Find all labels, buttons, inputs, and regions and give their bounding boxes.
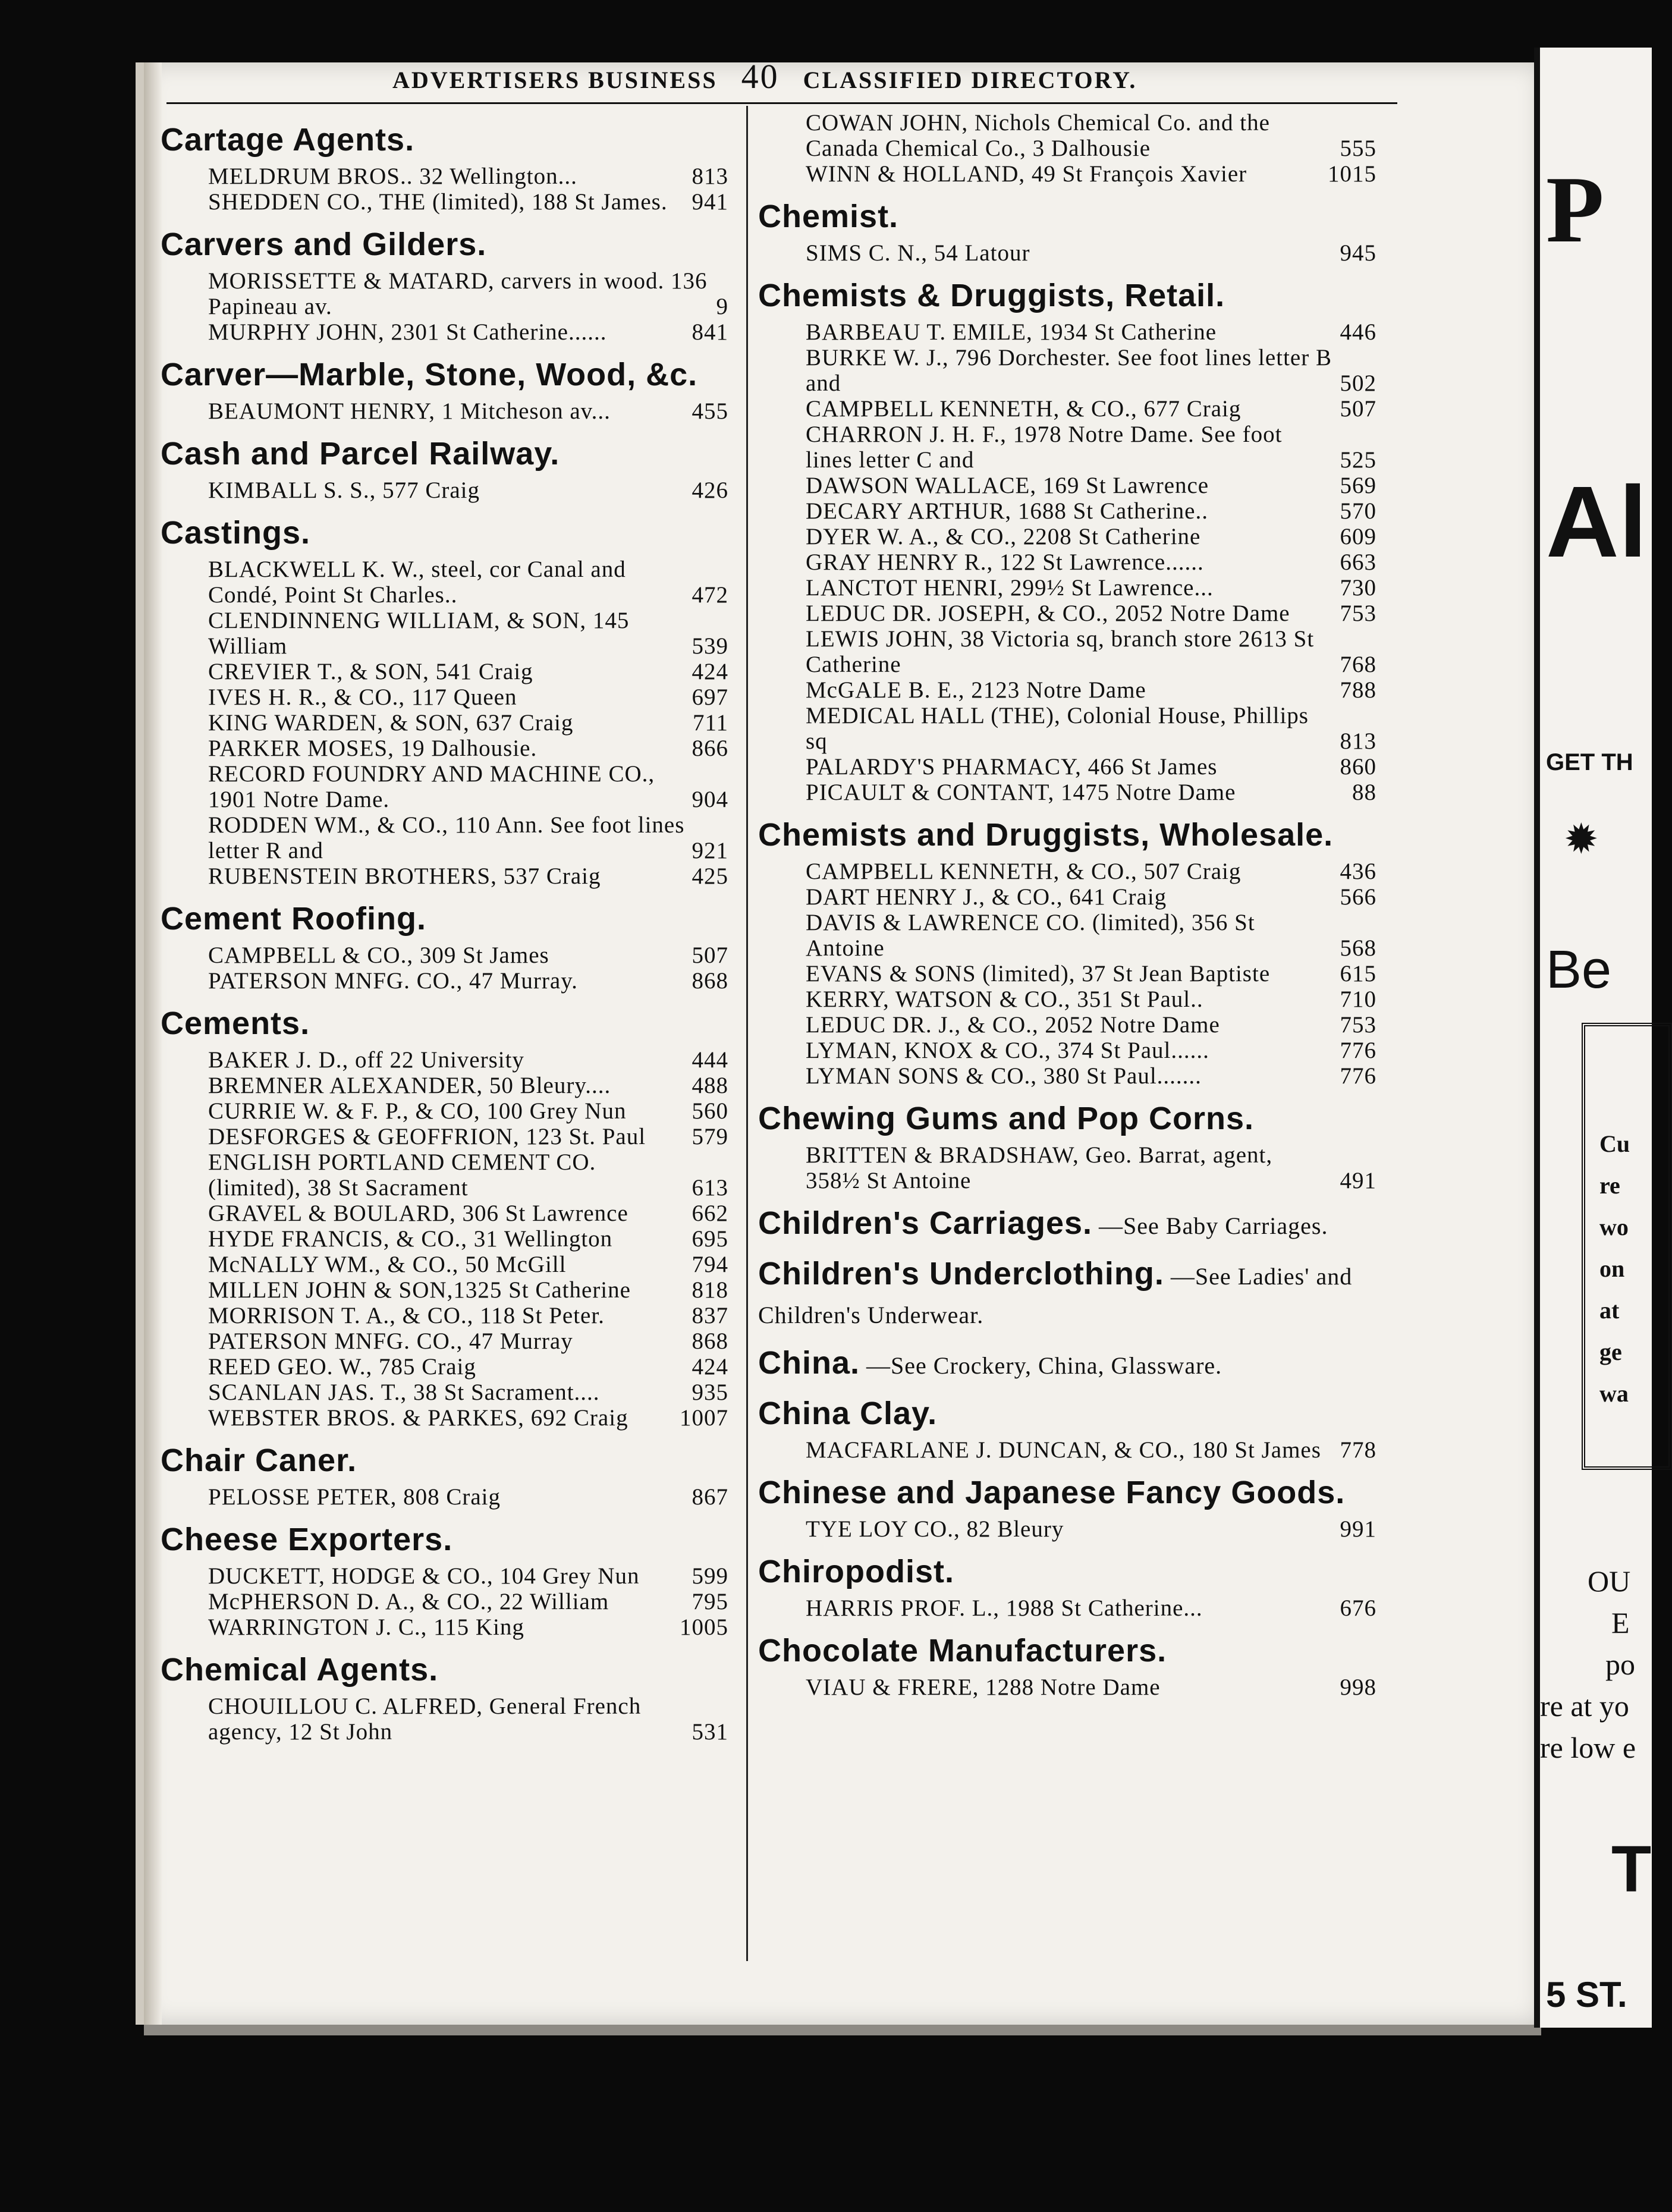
entry-name: KING WARDEN, & SON, 637 Craig bbox=[208, 710, 574, 736]
directory-entry bbox=[758, 626, 1376, 677]
ad-box-line: ge bbox=[1599, 1338, 1622, 1365]
directory-entry bbox=[161, 659, 728, 684]
ad-be: Be bbox=[1546, 940, 1612, 1000]
entry-page-number: 768 bbox=[1340, 652, 1376, 677]
entry-page-number: 697 bbox=[692, 684, 728, 710]
entry-name: SCANLAN JAS. T., 38 St Sacrament.... bbox=[208, 1380, 600, 1405]
section-heading bbox=[758, 1205, 1376, 1244]
section-heading bbox=[161, 1443, 728, 1478]
section-heading-text: Chinese and Japanese Fancy Goods. bbox=[758, 1475, 1346, 1510]
section-heading-text: Carvers and Gilders. bbox=[161, 227, 487, 262]
entry-page-number: 446 bbox=[1340, 319, 1376, 345]
entry-page-number: 904 bbox=[692, 787, 728, 812]
directory-entry bbox=[161, 1252, 728, 1277]
section-heading-text: Chair Caner. bbox=[161, 1443, 357, 1478]
entry-name: BARBEAU T. EMILE, 1934 St Catherine bbox=[806, 319, 1217, 345]
section-heading-text: Carver—Marble, Stone, Wood, &c. bbox=[161, 357, 698, 392]
directory-entry bbox=[758, 1038, 1376, 1063]
entry-page-number: 818 bbox=[692, 1277, 728, 1303]
ad-box-line: on bbox=[1599, 1255, 1625, 1282]
entry-page-number: 472 bbox=[692, 582, 728, 608]
entry-page-number: 813 bbox=[692, 164, 728, 189]
directory-entry bbox=[161, 710, 728, 736]
entry-name: KERRY, WATSON & CO., 351 St Paul.. bbox=[806, 986, 1203, 1012]
entry-page-number: 730 bbox=[1340, 575, 1376, 601]
section-heading bbox=[161, 1006, 728, 1041]
section-heading-text: China Clay. bbox=[758, 1396, 938, 1431]
entry-page-number: 991 bbox=[1340, 1516, 1376, 1542]
entry-name: CAMPBELL & CO., 309 St James bbox=[208, 942, 549, 968]
directory-entry bbox=[758, 677, 1376, 703]
entry-name: DAVIS & LAWRENCE CO. (limited), 356 St Antoine bbox=[806, 910, 1255, 961]
entry-page-number: 539 bbox=[692, 633, 728, 659]
section-heading bbox=[758, 1633, 1376, 1669]
section-heading-text: Cash and Parcel Railway. bbox=[161, 436, 560, 472]
ad-get-th: GET TH bbox=[1546, 749, 1633, 775]
entry-name: ENGLISH PORTLAND CEMENT CO. (limited), 38 St Sacrament bbox=[208, 1149, 596, 1201]
entry-name: McGALE B. E., 2123 Notre Dame bbox=[806, 677, 1146, 703]
directory-entry bbox=[161, 189, 728, 215]
section-heading bbox=[758, 199, 1376, 234]
entry-name: HARRIS PROF. L., 1988 St Catherine... bbox=[806, 1595, 1203, 1621]
header-right: CLASSIFIED DIRECTORY. bbox=[803, 67, 1137, 93]
directory-entry bbox=[161, 1614, 728, 1640]
directory-entry bbox=[161, 1073, 728, 1098]
directory-entry bbox=[758, 498, 1376, 524]
directory-entry bbox=[758, 884, 1376, 910]
entry-page-number: 560 bbox=[692, 1098, 728, 1124]
entry-name: DAWSON WALLACE, 169 St Lawrence bbox=[806, 473, 1209, 498]
ad-re-at: re at yo bbox=[1540, 1689, 1629, 1723]
directory-entry bbox=[161, 1277, 728, 1303]
section-heading-text: Cement Roofing. bbox=[161, 901, 426, 937]
section-heading-text: Chemists and Druggists, Wholesale. bbox=[758, 817, 1334, 853]
ad-po: po bbox=[1605, 1648, 1635, 1681]
entry-page-number: 531 bbox=[692, 1719, 728, 1745]
directory-entry bbox=[758, 703, 1376, 754]
entry-name: LEWIS JOHN, 38 Victoria sq, branch store 2613 St Catherine bbox=[806, 626, 1315, 677]
entry-page-number: 9 bbox=[716, 294, 728, 319]
section-heading bbox=[161, 357, 728, 392]
entry-page-number: 837 bbox=[692, 1303, 728, 1328]
entry-name: CLENDINNENG WILLIAM, & SON, 145 William bbox=[208, 608, 630, 659]
directory-entry bbox=[758, 549, 1376, 575]
entry-name: BEAUMONT HENRY, 1 Mitcheson av... bbox=[208, 398, 611, 424]
directory-entry bbox=[758, 910, 1376, 961]
directory-entry bbox=[161, 736, 728, 761]
entry-page-number: 525 bbox=[1340, 447, 1376, 473]
entry-page-number: 935 bbox=[692, 1380, 728, 1405]
directory-entry bbox=[161, 863, 728, 889]
entry-name: PATERSON MNFG. CO., 47 Murray. bbox=[208, 968, 578, 994]
entry-name: LYMAN, KNOX & CO., 374 St Paul...... bbox=[806, 1038, 1209, 1063]
ad-e: E bbox=[1611, 1606, 1630, 1639]
entry-page-number: 711 bbox=[692, 710, 728, 736]
entry-name: McNALLY WM., & CO., 50 McGill bbox=[208, 1252, 567, 1277]
directory-entry bbox=[161, 1328, 728, 1354]
directory-entry bbox=[758, 601, 1376, 626]
entry-name: BRITTEN & BRADSHAW, Geo. Barrat, agent, 358½ St Antoine bbox=[806, 1142, 1273, 1193]
ad-box-line: at bbox=[1599, 1297, 1620, 1324]
right-column bbox=[758, 110, 1376, 1700]
directory-entry bbox=[161, 968, 728, 994]
entry-page-number: 491 bbox=[1340, 1168, 1376, 1193]
entry-name: BREMNER ALEXANDER, 50 Bleury.... bbox=[208, 1073, 611, 1098]
entry-page-number: 425 bbox=[692, 863, 728, 889]
directory-entry bbox=[758, 396, 1376, 422]
entry-page-number: 998 bbox=[1340, 1674, 1376, 1700]
entry-name: PARKER MOSES, 19 Dalhousie. bbox=[208, 736, 538, 761]
directory-entry bbox=[758, 1516, 1376, 1542]
ad-you: OU bbox=[1588, 1564, 1631, 1598]
entry-name: KIMBALL S. S., 577 Craig bbox=[208, 477, 480, 503]
directory-entry bbox=[758, 473, 1376, 498]
entry-name: DUCKETT, HODGE & CO., 104 Grey Nun bbox=[208, 1563, 640, 1589]
entry-page-number: 860 bbox=[1340, 754, 1376, 780]
directory-entry bbox=[758, 524, 1376, 549]
cross-reference-note: —See Crockery, China, Glassware. bbox=[860, 1352, 1222, 1379]
ad-t: T bbox=[1611, 1833, 1652, 1906]
entry-page-number: 662 bbox=[692, 1201, 728, 1226]
directory-entry bbox=[161, 164, 728, 189]
ad-letter-p: P bbox=[1546, 156, 1604, 262]
entry-page-number: 1007 bbox=[680, 1405, 728, 1431]
entry-name: MORRISON T. A., & CO., 118 St Peter. bbox=[208, 1303, 605, 1328]
directory-entry bbox=[161, 942, 728, 968]
ad-street: 5 ST. bbox=[1546, 1975, 1627, 2015]
directory-entry bbox=[758, 754, 1376, 780]
entry-name: VIAU & FRERE, 1288 Notre Dame bbox=[806, 1674, 1161, 1700]
entry-name: McPHERSON D. A., & CO., 22 William bbox=[208, 1589, 609, 1614]
directory-entry bbox=[161, 761, 728, 812]
entry-name: DESFORGES & GEOFFRION, 123 St. Paul bbox=[208, 1124, 646, 1149]
entry-name: COWAN JOHN, Nichols Chemical Co. and the Canada Chemical Co., 3 Dalhousie bbox=[806, 110, 1270, 161]
directory-entry bbox=[161, 1405, 728, 1431]
entry-page-number: 507 bbox=[1340, 396, 1376, 422]
section-heading bbox=[161, 122, 728, 158]
entry-name: SHEDDEN CO., THE (limited), 188 St James. bbox=[208, 189, 668, 215]
entry-name: RUBENSTEIN BROTHERS, 537 Craig bbox=[208, 863, 601, 889]
section-heading bbox=[758, 1396, 1376, 1431]
column-divider bbox=[746, 106, 748, 1961]
entry-page-number: 867 bbox=[692, 1484, 728, 1510]
entry-name: RECORD FOUNDRY AND MACHINE CO., 1901 Notre Dame. bbox=[208, 761, 655, 812]
entry-page-number: 753 bbox=[1340, 601, 1376, 626]
entry-page-number: 676 bbox=[1340, 1595, 1376, 1621]
entry-name: BLACKWELL K. W., steel, cor Canal and Condé, Point St Charles.. bbox=[208, 557, 626, 608]
directory-entry bbox=[161, 1149, 728, 1201]
advertisement-strip bbox=[1534, 48, 1652, 2028]
entry-page-number: 695 bbox=[692, 1226, 728, 1252]
entry-name: GRAY HENRY R., 122 St Lawrence...... bbox=[806, 549, 1204, 575]
entry-page-number: 788 bbox=[1340, 677, 1376, 703]
cross-reference-note: —See Baby Carriages. bbox=[1092, 1212, 1328, 1239]
section-heading-text: Cheese Exporters. bbox=[161, 1522, 453, 1557]
directory-entry bbox=[161, 684, 728, 710]
section-heading-text: Children's Underclothing. bbox=[758, 1256, 1164, 1292]
entry-name: MURPHY JOHN, 2301 St Catherine...... bbox=[208, 319, 607, 345]
entry-page-number: 921 bbox=[692, 838, 728, 863]
directory-entry bbox=[161, 1098, 728, 1124]
directory-entry bbox=[758, 780, 1376, 805]
section-heading-text: China. bbox=[758, 1345, 860, 1381]
ad-box-line: wo bbox=[1599, 1214, 1629, 1240]
directory-entry bbox=[161, 1226, 728, 1252]
entry-name: SIMS C. N., 54 Latour bbox=[806, 240, 1030, 266]
entry-name: GRAVEL & BOULARD, 306 St Lawrence bbox=[208, 1201, 628, 1226]
entry-name: DECARY ARTHUR, 1688 St Catherine.. bbox=[806, 498, 1208, 524]
entry-name: MORISSETTE & MATARD, carvers in wood. 136 Papineau av. bbox=[208, 268, 708, 319]
directory-entry bbox=[758, 1142, 1376, 1193]
directory-entry bbox=[758, 319, 1376, 345]
section-heading bbox=[161, 227, 728, 262]
directory-entry bbox=[758, 961, 1376, 986]
entry-page-number: 776 bbox=[1340, 1063, 1376, 1089]
entry-name: REED GEO. W., 785 Craig bbox=[208, 1354, 476, 1380]
directory-entry bbox=[161, 1124, 728, 1149]
entry-page-number: 778 bbox=[1340, 1437, 1376, 1463]
entry-page-number: 663 bbox=[1340, 549, 1376, 575]
entry-name: HYDE FRANCIS, & CO., 31 Wellington bbox=[208, 1226, 613, 1252]
section-heading bbox=[758, 1554, 1376, 1589]
directory-entry bbox=[758, 110, 1376, 161]
section-heading bbox=[161, 1652, 728, 1688]
page-spine bbox=[144, 62, 162, 2025]
section-heading-text: Chemists & Druggists, Retail. bbox=[758, 278, 1225, 313]
section-heading bbox=[758, 817, 1376, 853]
cross-reference-note: —See Ladies' and Children's Underwear. bbox=[758, 1263, 1353, 1328]
section-heading bbox=[758, 278, 1376, 313]
entry-name: CAMPBELL KENNETH, & CO., 677 Craig bbox=[806, 396, 1242, 422]
directory-entry bbox=[758, 1437, 1376, 1463]
entry-name: CHARRON J. H. F., 1978 Notre Dame. See foot lines letter C and bbox=[806, 422, 1283, 473]
entry-page-number: 868 bbox=[692, 1328, 728, 1354]
entry-name: PATERSON MNFG. CO., 47 Murray bbox=[208, 1328, 573, 1354]
entry-page-number: 88 bbox=[1352, 780, 1376, 805]
entry-name: LYMAN SONS & CO., 380 St Paul....... bbox=[806, 1063, 1202, 1089]
entry-name: DART HENRY J., & CO., 641 Craig bbox=[806, 884, 1167, 910]
entry-name: WINN & HOLLAND, 49 St François Xavier bbox=[806, 161, 1247, 187]
entry-name: RODDEN WM., & CO., 110 Ann. See foot lines letter R and bbox=[208, 812, 685, 863]
directory-entry bbox=[758, 1595, 1376, 1621]
entry-name: PALARDY'S PHARMACY, 466 St James bbox=[806, 754, 1218, 780]
entry-name: BURKE W. J., 796 Dorchester. See foot lines letter B and bbox=[806, 345, 1332, 396]
directory-entry bbox=[161, 1047, 728, 1073]
page-number: 40 bbox=[741, 57, 780, 96]
left-column bbox=[161, 110, 728, 1745]
section-heading bbox=[161, 1522, 728, 1557]
entry-name: LEDUC DR. JOSEPH, & CO., 2052 Notre Dame bbox=[806, 601, 1290, 626]
section-heading bbox=[758, 1345, 1376, 1384]
section-heading-text: Chemical Agents. bbox=[161, 1652, 439, 1688]
directory-entry bbox=[758, 240, 1376, 266]
entry-name: WEBSTER BROS. & PARKES, 692 Craig bbox=[208, 1405, 628, 1431]
ad-box-line: re bbox=[1599, 1172, 1620, 1199]
section-heading-text: Children's Carriages. bbox=[758, 1205, 1093, 1241]
entry-name: MILLEN JOHN & SON,1325 St Catherine bbox=[208, 1277, 631, 1303]
entry-name: CAMPBELL KENNETH, & CO., 507 Craig bbox=[806, 859, 1242, 884]
header-left: ADVERTISERS BUSINESS bbox=[392, 67, 718, 93]
entry-name: CREVIER T., & SON, 541 Craig bbox=[208, 659, 533, 684]
entry-page-number: 566 bbox=[1340, 884, 1376, 910]
entry-page-number: 795 bbox=[692, 1589, 728, 1614]
entry-page-number: 753 bbox=[1340, 1012, 1376, 1038]
entry-name: CURRIE W. & F. P., & CO, 100 Grey Nun bbox=[208, 1098, 627, 1124]
entry-page-number: 813 bbox=[1340, 728, 1376, 754]
entry-page-number: 424 bbox=[692, 659, 728, 684]
entry-page-number: 866 bbox=[692, 736, 728, 761]
entry-name: LEDUC DR. J., & CO., 2052 Notre Dame bbox=[806, 1012, 1220, 1038]
directory-entry bbox=[161, 608, 728, 659]
entry-name: LANCTOT HENRI, 299½ St Lawrence... bbox=[806, 575, 1214, 601]
section-heading-text: Cements. bbox=[161, 1006, 310, 1041]
directory-entry bbox=[161, 1354, 728, 1380]
directory-entry bbox=[161, 1380, 728, 1405]
section-heading bbox=[161, 436, 728, 472]
ad-star-icon: ✹ bbox=[1564, 817, 1599, 863]
page-header bbox=[392, 56, 1284, 96]
entry-name: MELDRUM BROS.. 32 Wellington... bbox=[208, 164, 577, 189]
section-heading-text: Chemist. bbox=[758, 199, 899, 234]
entry-page-number: 1005 bbox=[680, 1614, 728, 1640]
entry-name: MEDICAL HALL (THE), Colonial House, Phillips sq bbox=[806, 703, 1309, 754]
directory-entry bbox=[758, 161, 1376, 187]
section-heading bbox=[161, 901, 728, 937]
entry-page-number: 710 bbox=[1340, 986, 1376, 1012]
entry-page-number: 776 bbox=[1340, 1038, 1376, 1063]
entry-page-number: 569 bbox=[1340, 473, 1376, 498]
ad-box-line: Cu bbox=[1599, 1130, 1630, 1157]
entry-name: PICAULT & CONTANT, 1475 Notre Dame bbox=[806, 780, 1236, 805]
ad-re-low: re low e bbox=[1540, 1731, 1636, 1764]
directory-entry bbox=[161, 319, 728, 345]
entry-page-number: 424 bbox=[692, 1354, 728, 1380]
section-heading bbox=[758, 1101, 1376, 1136]
entry-page-number: 613 bbox=[692, 1175, 728, 1201]
entry-name: WARRINGTON J. C., 115 King bbox=[208, 1614, 524, 1640]
directory-entry bbox=[758, 1674, 1376, 1700]
directory-entry bbox=[758, 575, 1376, 601]
entry-name: CHOUILLOU C. ALFRED, General French agency, 12 St John bbox=[208, 1693, 642, 1745]
directory-entry bbox=[758, 986, 1376, 1012]
entry-page-number: 841 bbox=[692, 319, 728, 345]
directory-entry bbox=[161, 1303, 728, 1328]
section-heading-text: Chewing Gums and Pop Corns. bbox=[758, 1101, 1255, 1136]
entry-name: PELOSSE PETER, 808 Craig bbox=[208, 1484, 501, 1510]
directory-entry bbox=[161, 557, 728, 608]
directory-entry bbox=[161, 812, 728, 863]
entry-name: BAKER J. D., off 22 University bbox=[208, 1047, 524, 1073]
entry-page-number: 444 bbox=[692, 1047, 728, 1073]
directory-entry bbox=[161, 1563, 728, 1589]
directory-entry bbox=[758, 1063, 1376, 1089]
entry-name: IVES H. R., & CO., 117 Queen bbox=[208, 684, 517, 710]
entry-page-number: 570 bbox=[1340, 498, 1376, 524]
section-heading bbox=[758, 1475, 1376, 1510]
section-heading-text: Chiropodist. bbox=[758, 1554, 954, 1589]
entry-page-number: 568 bbox=[1340, 935, 1376, 961]
directory-entry bbox=[758, 345, 1376, 396]
entry-page-number: 455 bbox=[692, 398, 728, 424]
entry-name: MACFARLANE J. DUNCAN, & CO., 180 St James bbox=[806, 1437, 1321, 1463]
entry-page-number: 555 bbox=[1340, 136, 1376, 161]
header-rule bbox=[166, 102, 1397, 104]
directory-entry bbox=[758, 422, 1376, 473]
entry-name: TYE LOY CO., 82 Bleury bbox=[806, 1516, 1064, 1542]
entry-name: EVANS & SONS (limited), 37 St Jean Baptiste bbox=[806, 961, 1271, 986]
directory-entry bbox=[758, 859, 1376, 884]
directory-entry bbox=[161, 1201, 728, 1226]
entry-name: DYER W. A., & CO., 2208 St Catherine bbox=[806, 524, 1201, 549]
section-heading-text: Chocolate Manufacturers. bbox=[758, 1633, 1167, 1669]
entry-page-number: 868 bbox=[692, 968, 728, 994]
entry-page-number: 794 bbox=[692, 1252, 728, 1277]
entry-page-number: 436 bbox=[1340, 859, 1376, 884]
entry-page-number: 941 bbox=[692, 189, 728, 215]
entry-page-number: 615 bbox=[1340, 961, 1376, 986]
directory-entry bbox=[758, 1012, 1376, 1038]
entry-page-number: 488 bbox=[692, 1073, 728, 1098]
section-heading-text: Castings. bbox=[161, 515, 311, 551]
entry-page-number: 502 bbox=[1340, 370, 1376, 396]
entry-page-number: 1015 bbox=[1328, 161, 1376, 187]
page-edge bbox=[144, 2025, 1541, 2035]
directory-entry bbox=[161, 1693, 728, 1745]
section-heading bbox=[161, 515, 728, 551]
directory-entry bbox=[161, 398, 728, 424]
directory-entry bbox=[161, 1589, 728, 1614]
directory-entry bbox=[161, 477, 728, 503]
ad-box-line: wa bbox=[1599, 1380, 1629, 1407]
entry-page-number: 426 bbox=[692, 477, 728, 503]
entry-page-number: 599 bbox=[692, 1563, 728, 1589]
ad-letters-al: Al bbox=[1546, 466, 1647, 579]
entry-page-number: 609 bbox=[1340, 524, 1376, 549]
section-heading bbox=[758, 1256, 1376, 1333]
entry-page-number: 507 bbox=[692, 942, 728, 968]
entry-page-number: 945 bbox=[1340, 240, 1376, 266]
entry-page-number: 579 bbox=[692, 1124, 728, 1149]
directory-entry bbox=[161, 268, 728, 319]
section-heading-text: Cartage Agents. bbox=[161, 122, 415, 158]
directory-entry bbox=[161, 1484, 728, 1510]
